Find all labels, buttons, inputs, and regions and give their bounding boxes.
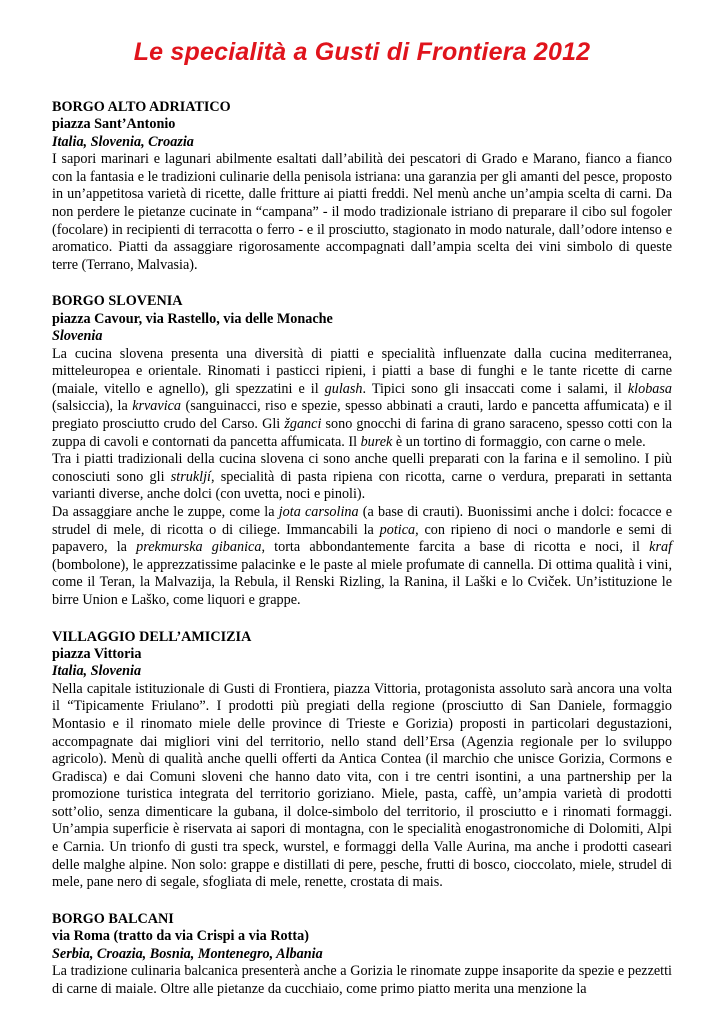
document-title: Le specialità a Gusti di Frontiera 2012 [133, 38, 591, 66]
paragraph [52, 963, 672, 998]
section [52, 629, 672, 892]
italic-term: klobasa [627, 380, 673, 397]
sections-container [52, 99, 672, 998]
text-run: I sapori marinari e lagunari abilmente esaltati dall’abilità dei pescatori di Grado e Marano, fianco a fianco con la fantasia e le tradizioni culinarie della penisola istriana: una garanzia per gli amanti del pesce, proposto in un’appetitosa varietà di ricette, dalle fritture ai piatti freddi. Nel menù anche un’ampia scelta di carni. Da non perdere le pietanze cucinate in “campana” - il modo tradizionale istriano di preparare il cibo sul fogoler (focolare) in recipienti di terracotta o ferro - e il prosciutto, stagionato in modo naturale, dall’odore intenso e aromatico. Piatti da assaggiare rigorosamente accompagnati dall’ampia scelta dei vini simbolo di queste terre (Terrano, Malvasia). [52, 151, 672, 273]
text-run: (sanguinacci, riso e spezie, spesso abbinati a crauti, lardo e pancetta affumicata) e il pregiato prosciutto crudo del Carso. Gli [52, 398, 672, 432]
section-place: piazza Sant’Antonio [52, 116, 176, 133]
text-run: , specialità di pasta ripiena con ricotta, carne o verdura, preparati in settanta varianti diverse, anche dolci (con uvetta, noci e pinoli). [52, 468, 672, 503]
section-name: BORGO BALCANI [52, 910, 174, 927]
text-run: Da assaggiare anche le zuppe, come la [52, 503, 279, 520]
text-run: Tra i piatti tradizionali della cucina slovena ci sono anche quelli preparati con la farina e il semolino. I più conosciuti sono gli [52, 451, 672, 485]
italic-term: burek [360, 433, 393, 450]
section-countries: Italia, Slovenia, Croazia [52, 133, 194, 150]
text-run: La cucina slovena presenta una diversità di piatti e specialità influenzate dalla cucina mediterranea, mitteleuropea e orientale. Rinomati i pasticci ripieni, i piatti a base di funghi e le tante ricette di carne (maiale, vitello e agnello), gli spezzatini e il [52, 345, 672, 397]
section-name: BORGO ALTO ADRIATICO [52, 99, 231, 115]
italic-term: kraf [649, 539, 673, 556]
section [52, 293, 672, 609]
section-countries: Slovenia [52, 328, 103, 345]
text-run: (salsiccia), la [52, 398, 133, 415]
text-run: è un tortino di formaggio, con carne o mele. [392, 433, 646, 450]
italic-term: gulash [324, 380, 363, 397]
paragraph [52, 151, 672, 274]
section-name: VILLAGGIO DELL’AMICIZIA [52, 628, 252, 645]
text-run: . Tipici sono gli insaccati come i salami, il [362, 380, 628, 397]
section-name: BORGO SLOVENIA [52, 293, 183, 310]
text-run: La tradizione culinaria balcanica presenterà anche a Gorizia le rinomate zuppe insaporite da spezie e pezzetti di carne di maiale. Oltre alle pietanze da cucchiaio, come primo piatto merita una menzione la [52, 963, 672, 997]
italic-term: strukljí [170, 468, 211, 485]
paragraph [52, 681, 672, 892]
section-place: piazza Cavour, via Rastello, via delle Monache [52, 310, 333, 327]
italic-term: žganci [284, 415, 322, 432]
italic-term: jota carsolina [278, 503, 359, 520]
text-run: Nella capitale istituzionale di Gusti di Frontiera, piazza Vittoria, protagonista assoluto sarà ancora una volta il “Tipicamente Friulano”. I prodotti più pregiati della regione (prosciutto di San Daniele, formaggio Montasio e il rinomato miele delle province di Trieste e Gorizia) proposti in particolari degustazioni, accompagnate dai migliori vini del territorio, nello stand dell’Ersa (Agenzia regionale per lo sviluppo agricolo). Menù di qualità anche quelli offerti da Antica Contea (il marchio che unisce Gorizia, Cormons e Gradisca) e dai Comuni sloveni che hanno dato vita, con i tre centri isontini, a una partnership per la promozione turistica integrata del territorio goriziano. Miele, pasta, caffè, un’ampia varietà di prodotti sott’olio, senza dimenticare la gubana, il dolce-simbolo del territorio, il prosciutto e i rinomati formaggi. Un’ampia superficie è riservata ai sapori di montagna, con le specialità enogastronomiche di Dolomiti, Alpi e Carnia. Un trionfo di gusti tra speck, wurstel, e formaggi della Valle Aurina, ma anche i prodotti caseari delle malghe alpine. Non solo: grappe e distillati di pere, pesche, frutti di bosco, cioccolato, miele, strudel di mele, pane nero di segale, sfogliata di mele, renette, crostata di mais. [52, 680, 672, 891]
section [52, 99, 672, 274]
italic-term: krvavica [132, 398, 182, 415]
section-countries: Serbia, Croazia, Bosnia, Montenegro, Albania [52, 945, 323, 962]
italic-term: prekmurska gibanica [136, 539, 262, 556]
text-run: sono gnocchi di farina di grano saraceno, spesso cotti con la zuppa di cavoli e contornati da pancetta affumicata. Il [52, 415, 672, 450]
section-place: via Roma (tratto da via Crispi a via Rotta) [52, 928, 309, 945]
paragraph [52, 346, 672, 452]
text-run: , torta abbondantemente farcita a base di ricotta e noci, il [261, 539, 650, 556]
text-run: (bombolone), le apprezzatissime palacinke e le paste al miele profumate di cannella. Di ottima qualità i vini, come il Teran, la Malvazija, la Rebula, il Renski Rizling, la Ranina, il Laški e lo Cviček. Un’istituzione le birre Union e Laško, come liquori e grappe. [52, 556, 672, 608]
paragraph [52, 504, 672, 610]
text-run: , con ripieno di noci o mandorle e semi di papavero, la [52, 521, 672, 556]
italic-term: potica [379, 521, 416, 538]
section [52, 911, 672, 998]
text-run: (a base di crauti). Buonissimi anche i dolci: focacce e strudel di mele, di ricotta o di ciliege. Immancabili la [52, 503, 672, 538]
section-countries: Italia, Slovenia [52, 663, 142, 680]
section-place: piazza Vittoria [52, 645, 142, 662]
paragraph [52, 451, 672, 504]
